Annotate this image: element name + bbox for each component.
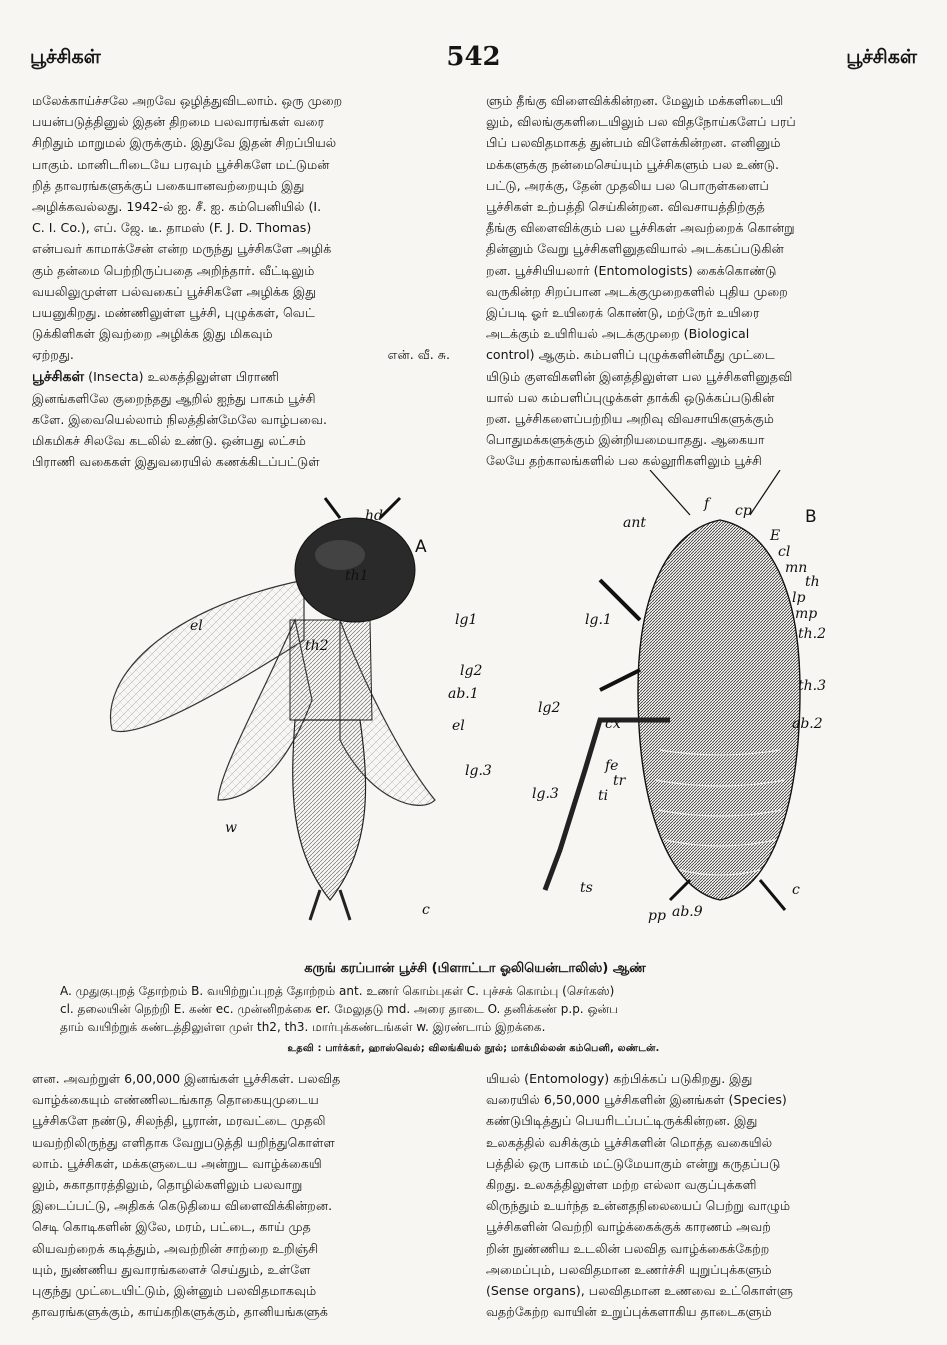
author-signature: என். வீ. சு. (387, 347, 450, 363)
column-3 (32, 1068, 470, 1322)
section-term: பூச்சிகள் (32, 368, 85, 385)
label-cl: cl (778, 544, 791, 560)
label-th2-b: th.2 (798, 626, 826, 642)
label-el-2: el (452, 718, 465, 734)
caption-line: cl. தலையின் நெற்றி E. கண் ec. முன்னிறக்கை er. மேலுதடு md. அரை தாடை O. தனிக்கண் p.p. ஒன்ப (60, 1002, 619, 1016)
label-E: E (770, 528, 781, 544)
text-line: வரையில் 6,50,000 பூச்சிகளின் இனங்கள் (Species) (486, 1092, 787, 1108)
text-line: கும் தன்மை பெற்றிருப்பதை அறிந்தார். வீட்டிலும் (32, 262, 315, 278)
label-ts: ts (580, 880, 593, 896)
label-mp: mp (795, 606, 818, 622)
label-lg3-b: lg.3 (532, 786, 559, 802)
text-line: ளும் தீங்கு விளைவிக்கின்றன. மேலும் மக்களிடையி (486, 93, 784, 108)
label-ab9: ab.9 (672, 904, 703, 920)
label-lp: lp (792, 590, 806, 606)
text-line: யும், நுண்ணிய துவாரங்களைச் செய்தும், உள்ளே (32, 1261, 311, 1277)
text-line: control) ஆகும். கம்பளிப் புழுக்களின்மீது முட்டை (486, 347, 775, 363)
text-line: பாகும். மானிடரிடையே பரவும் பூச்சிகளே மட்டுமன் (32, 156, 330, 172)
label-th1: th1 (345, 568, 369, 584)
text-line: றன. பூச்சியியலார் (Entomologists) கைக்கொண்டு (486, 262, 777, 278)
text-line: லாம். பூச்சிகள், மக்களுடைய அன்றுட வாழ்க்கையி (32, 1155, 322, 1171)
label-fe: fe (605, 758, 619, 774)
text-line: இடைப்பட்டு, அதிகக் கெடுதியை விளைவிக்கின்றன. (32, 1198, 333, 1214)
section-first-line: உலகத்திலுள்ள பிராணி (143, 368, 280, 384)
caption-line: A. முதுகுபுறத் தோற்றம் B. வயிற்றுப்புறத் தோற்றம் ant. உணர் கொம்புகள் C. புச்சக் கொம்பு (செர்கஸ்) (60, 984, 615, 998)
body-ventral (638, 520, 800, 900)
dorsal-view (111, 498, 435, 920)
label-ab2: ab.2 (792, 716, 823, 732)
text-line: தீங்கு விளைவிக்கும் பல பூச்சிகள் அவற்றைக் கொன்று (486, 220, 795, 236)
label-mn: mn (785, 560, 808, 576)
text-line: இப்படி ஓர் உயிரைக் கொண்டு, மற்ருேர் உயிரை (486, 305, 760, 321)
label-ab1: ab.1 (448, 686, 479, 702)
antenna-base-left (325, 498, 340, 518)
antenna-base-right (380, 498, 400, 518)
label-cx: cx (605, 716, 621, 732)
text-line: தாவரங்களுக்கும், காய்கறிகளுக்கும், தானியங்களுக் (32, 1304, 328, 1320)
label-lg1-b: lg.1 (585, 612, 612, 628)
label-th3: th.3 (798, 678, 826, 694)
label-ant: ant (623, 515, 646, 531)
ventral-view (545, 470, 800, 910)
text-line: பயனுகிறது. மண்ணிலுள்ள பூச்சி, புழுக்கள், வெட் (32, 305, 315, 321)
figure-credit: உதவி : பார்க்கர், ஹாஸ்வெல்; விலங்கியல் நூல்; மாக்மில்லன் கம்பெனி, லண்டன். (287, 1043, 660, 1054)
text-line: யவற்றிலிருந்து எளிதாக வேறுபடுத்தி யறிந்துகொள்ள (32, 1134, 335, 1150)
label-w: w (225, 820, 237, 836)
text-line: என்பவர் காமாக்சேன் என்ற மருந்து பூச்சிகளே அழிக் (32, 241, 332, 257)
text-line: பூச்சிகளே நண்டு, சிலந்தி, பூரான், மரவட்டை முதலி (32, 1113, 326, 1129)
text-line: யியல் (Entomology) கற்பிக்கப் படுகிறது. இது (486, 1071, 753, 1086)
text-line: வதற்கேற்ற வாயின் உறுப்புக்களாகிய தாடைகளும் (486, 1304, 772, 1320)
label-ti: ti (598, 788, 609, 804)
text-line-end: ஏற்றது. (32, 347, 74, 363)
mesothorax (290, 620, 372, 720)
text-line: பத்தில் ஒரு பாகம் மட்டுமேயாகும் என்று கருதப்படு (486, 1155, 781, 1171)
text-line: பிராணி வகைகள் இதுவரையில் கணக்கிடப்பட்டுள் (32, 454, 320, 470)
label-pp: pp (648, 908, 666, 924)
cockroach-illustration (40, 470, 910, 950)
text-line: பொதுமக்களுக்கும் இன்றியமையாதது. ஆகையா (486, 432, 765, 448)
label-c-a: c (422, 902, 430, 918)
label-th: th (805, 574, 820, 590)
label-lg2-b: lg2 (538, 700, 561, 716)
label-view-b: B (805, 507, 817, 527)
text-line (32, 344, 470, 365)
text-line: பூச்சிகளின் வெற்றி வாழ்க்கைக்குக் காரணம் அவற் (486, 1219, 771, 1235)
column-2 (486, 90, 916, 472)
label-el: el (190, 618, 203, 634)
label-f: f (704, 496, 710, 512)
running-head-right: பூச்சிகள் (846, 46, 917, 68)
text-line: வருகின்ற சிறப்பான அடக்குமுறைகளில் புதிய முறை (486, 283, 788, 299)
label-lg2: lg2 (460, 663, 483, 679)
caption-line: தாம் வயிற்றுக் கண்டத்திலுள்ள முள் th2, th3. மார்புக்கண்டங்கள் w. இரண்டாம் இறக்கை. (60, 1020, 546, 1034)
text-line: கிறது. உலகத்திலுள்ள மற்ற எல்லா வகுப்புக்களி (486, 1177, 757, 1193)
front-legs (600, 580, 640, 690)
text-line: இனங்களிலே குறைந்தது ஆறில் ஐந்து பாகம் பூச்சி (32, 390, 316, 406)
text-line: அடக்கும் உயிரியல் அடக்குமுறை (Biological (486, 326, 750, 342)
text-line: டுக்கிளிகள் இவற்றை அழிக்க இது மிகவும் (32, 326, 273, 342)
text-line: மிகமிகச் சிலவே கடலில் உண்டு. ஒன்பது லட்சம் (32, 433, 306, 449)
text-line: றின் நுண்ணிய உடலின் பலவித வாழ்க்கைக்கேற்ற (486, 1240, 770, 1256)
label-lg3: lg.3 (465, 763, 492, 779)
text-line: யிடும் குளவிகளின் இனத்திலுள்ள பல பூச்சிகளினுதவி (486, 368, 793, 384)
text-line: C. I. Co.), எப். ஜே. டீ. தாமஸ் (F. J. D. Thomas) (32, 220, 312, 236)
text-line: பிப் பலவிதமாகத் துன்பம் விளேக்கின்றன. எனினும் (486, 135, 781, 151)
text-line: களே. இவையெல்லாம் நிலத்தின்மேலே வாழ்பவை. (32, 412, 328, 428)
running-head-left: பூச்சிகள் (30, 46, 101, 68)
caption-title: கருங் கரப்பான் பூச்சி (பிளாட்டா ஓலியென்டாலிஸ்) ஆண் (304, 961, 646, 976)
page-number: 542 (446, 42, 501, 72)
text-line: லும், விலங்குகளிடையிலும் பல விதநோய்களேப் பரப் (486, 114, 796, 130)
text-line: பயன்படுத்தினுல் இதன் திறமை பலவாரங்கள் வரை (32, 114, 325, 130)
antenna-left (650, 470, 690, 515)
text-line: லும், சுகாதாரத்திலும், தொழில்களிலும் பலவாறு (32, 1177, 303, 1193)
abdomen-dorsal (293, 720, 366, 900)
text-line: கண்டுபிடித்துப் பெயரிடப்பட்டிருக்கின்றன. இது (486, 1113, 758, 1129)
label-view-a: A (415, 537, 427, 557)
text-line: (Sense organs), பலவிதமான உணவை உட்கொள்ளு (486, 1283, 793, 1299)
label-cp: cp (735, 503, 752, 519)
text-line: அழிக்கவல்லது. 1942-ல் ஐ. சீ. ஐ. கம்பெனியில் (I. (32, 199, 322, 215)
label-tr: tr (613, 773, 626, 789)
label-th2: th2 (305, 638, 329, 654)
text-line: பூச்சிகள் உற்பத்தி செய்கின்றன. விவசாயத்திற்குத் (486, 199, 765, 215)
caption-legend (60, 982, 890, 1036)
page-header (30, 42, 917, 78)
text-line: மக்களுக்கு நன்மைசெய்யும் பூச்சிகளும் பல உண்டு. (486, 156, 779, 172)
section-heading-line (32, 366, 470, 388)
text-line: வயலிலுமுள்ள பல்வகைப் பூச்சிகளே அழிக்க இது (32, 283, 317, 299)
text-line: லியவற்றைக் கடித்தும், அவற்றின் சாற்றை உறிஞ்சி (32, 1240, 319, 1256)
text-line: அமைப்பும், பலவிதமான உணர்ச்சி யுறுப்புக்களும் (486, 1261, 772, 1277)
text-line: தின்னும் வேறு பூச்சிகளினுதவியால் அடக்கப்படுகின் (486, 241, 784, 257)
text-line: பட்டு, அரக்கு, தேன் முதலிய பல பொருள்களைப் (486, 177, 769, 193)
column-4 (486, 1068, 916, 1322)
text-line: செடி கொடிகளின் இலே, மரம், பட்டை, காய் முத (32, 1219, 311, 1235)
text-line: லிருந்தும் உயர்ந்த உன்னதநிலையைப் பெற்று வாழும் (486, 1198, 791, 1214)
text-line: வாழ்க்கையும் எண்ணிலடங்காத தொகையுமுடைய (32, 1092, 319, 1108)
text-line: புகுந்து முட்டையிட்டும், இன்னும் பலவிதமாகவும் (32, 1283, 317, 1299)
section-english: (Insecta) (88, 368, 144, 384)
text-line: யால் பல கம்பளிப்புழுக்கள் தாக்கி ஒடுக்கப்படுகின் (486, 389, 775, 405)
cockroach-figure (40, 470, 910, 950)
text-line: உலகத்தில் வசிக்கும் பூச்சிகளின் மொத்த வகையில் (486, 1134, 773, 1150)
figure-caption (60, 960, 890, 1036)
text-line: றித் தாவரங்களுக்குப் பகையானவற்றையும் இது (32, 177, 305, 193)
label-c-b: c (792, 882, 800, 898)
antenna-right (750, 470, 780, 515)
text-line: சிறிதும் மாறுமல் இருக்கும். இதுவே இதன் சிறப்பியல் (32, 135, 337, 151)
label-hd: hd (365, 508, 383, 524)
text-line: லேயே தற்காலங்களில் பல கல்லூரிகளிலும் பூச்சி (486, 453, 762, 469)
label-lg1: lg1 (455, 612, 478, 628)
text-line: மலேக்காய்ச்சலே அறவே ஒழித்துவிடலாம். ஒரு முறை (32, 93, 343, 108)
column-1 (32, 90, 470, 473)
text-line: றன. பூச்சிகளைப்பற்றிய அறிவு விவசாயிகளுக்கும் (486, 411, 774, 427)
text-line: ளன. அவற்றுள் 6,00,000 இனங்கள் பூச்சிகள். பலவித (32, 1071, 341, 1086)
